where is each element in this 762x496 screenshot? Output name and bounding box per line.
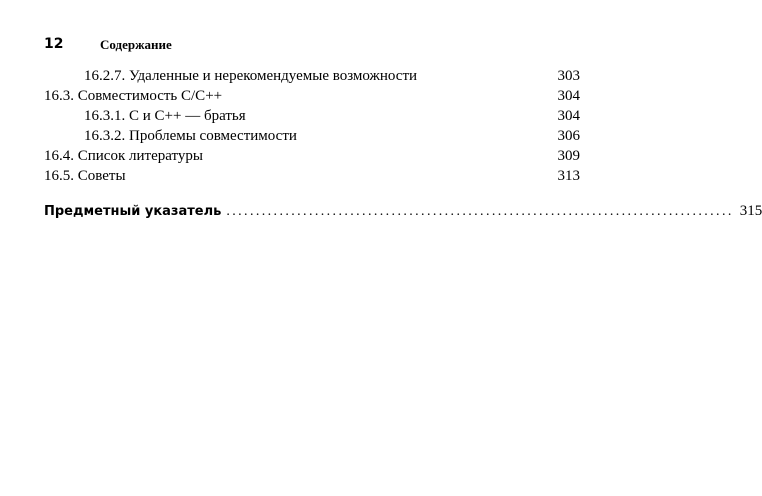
toc-entry[interactable] [44, 126, 580, 146]
dot-leader: ...................................................................................... [226, 204, 734, 219]
toc-entry-title: 16.3. Совместимость С/С++ [44, 88, 223, 104]
page-header [44, 35, 584, 55]
toc-entry-title: 16.2.7. Удаленные и нерекомендуемые возможности [84, 68, 418, 84]
toc-entry-title: 16.3.2. Проблемы совместимости [84, 128, 297, 144]
toc-entry-page: 306 [557, 128, 580, 144]
toc-entry-page: 303 [557, 68, 580, 84]
toc-entry-title: 16.3.1. С и С++ — братья [84, 108, 246, 124]
toc-entry[interactable] [44, 166, 580, 186]
toc-entry-page: 309 [557, 148, 580, 164]
toc-entry[interactable] [44, 106, 580, 126]
toc-entry[interactable] [44, 146, 580, 166]
table-of-contents [44, 66, 580, 186]
index-toc-entry[interactable] [44, 201, 762, 221]
toc-entry-title: 16.4. Список литературы [44, 148, 203, 164]
page-number: 12 [44, 36, 64, 52]
toc-entry-title: 16.5. Советы [44, 168, 126, 184]
toc-entry-page: 304 [557, 108, 580, 124]
toc-entry[interactable] [44, 66, 580, 86]
index-entry-title: Предметный указатель [44, 204, 222, 219]
running-head-title: Содержание [100, 37, 172, 52]
toc-entry[interactable] [44, 86, 580, 106]
index-entry-page: 315 [739, 203, 762, 219]
toc-entry-page: 313 [557, 168, 580, 184]
toc-entry-page: 304 [557, 88, 580, 104]
